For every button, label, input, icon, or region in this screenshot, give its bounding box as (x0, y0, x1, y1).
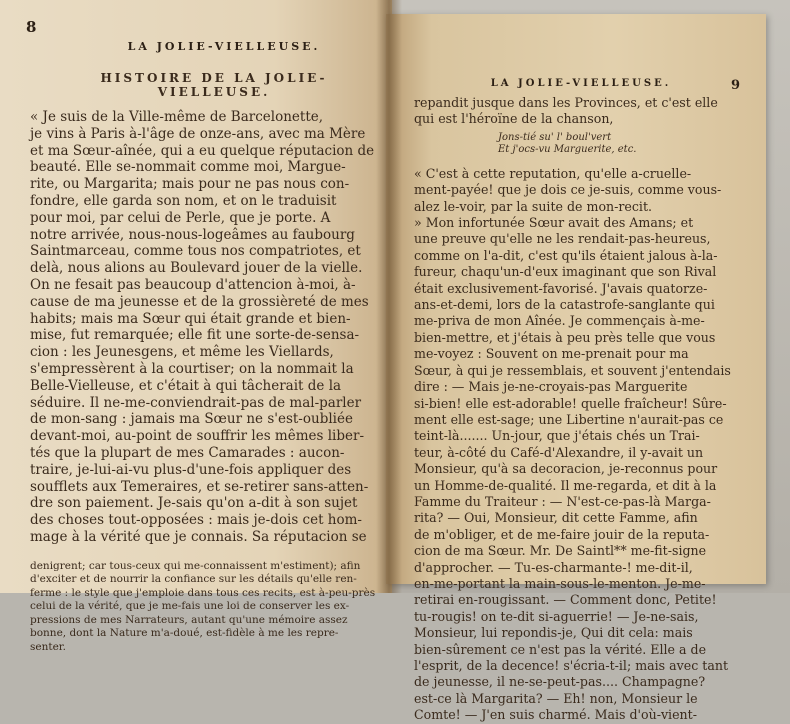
text-line: devant-moi, au-point de souffrir les mêmes liber- (30, 428, 365, 445)
text-line: « Je suis de la Ville-même de Barcelonette, (30, 109, 324, 125)
text-line: notre arrivée, nous-nous-logeâmes au faubourg (30, 226, 355, 243)
text-line: de m'obliger, et de me-faire jouir de la reputa- (414, 526, 710, 542)
text-line: pour moi, par celui de Perle, que je porte. A (30, 209, 331, 226)
text-line: repandit jusque dans les Provinces, et c'est elle (414, 95, 718, 110)
text-line: je vins à Paris à-l'âge de onze-ans, avec ma Mère (30, 125, 366, 142)
footnote-line: pressions de mes Narrateurs, autant qu'une mémoire assez (30, 613, 348, 626)
text-line: Saintmarceau, comme tous nos compatriotes, et (30, 243, 361, 260)
text-line: si-bien! elle est-adorable! quelle fraîcheur! Sûre- (414, 395, 727, 411)
text-line: mage à la vérité que je connais. Sa réputacion se (30, 528, 367, 545)
text-line: bien-sûrement ce n'est pas la vérité. Elle a de (414, 641, 707, 657)
text-line: rite, ou Margarita; mais pour ne pas nous con- (30, 176, 350, 193)
running-head-left: LA JOLIE-VIELLEUSE. (127, 40, 321, 53)
text-line: tu-rougis! on te-dit si-aguerrie! — Je-ne-sais, (414, 608, 699, 624)
text-line: d'approcher. — Tu-es-charmante-! me-dit-il, (414, 559, 693, 575)
verse-line: Et j'ocs-vu Marguerite, etc. (498, 143, 637, 155)
page-number-right: 9 (730, 78, 740, 93)
text-line: ans-et-demi, lors de la catastrofe-sanglante qui (414, 297, 715, 313)
text-line: Comte! — J'en suis charmé. Mais d'où-vient- (414, 707, 697, 723)
text-line: « C'est à cette reputation, qu'elle a-cruelle- (414, 165, 692, 181)
right-body-text (414, 166, 748, 724)
text-line: Sœur, à qui je ressemblais, et souvent j'entendais (414, 362, 731, 378)
text-line: séduire. Il ne-me-conviendrait-pas de mal-parler (30, 394, 362, 411)
text-line: rita? — Oui, Monsieur, dit cette Famme, afin (414, 510, 698, 526)
text-line: tés que la plupart de mes Camarades : aucon- (30, 444, 345, 461)
text-line: de jeunesse, il ne-se-peut-pas.... Champagne? (414, 674, 706, 690)
book-gutter (376, 0, 402, 593)
text-line: habits; mais ma Sœur qui était grande et bien- (30, 310, 351, 327)
text-line: ment elle est-sage; une Libertine n'aurait-pas ce (414, 411, 724, 427)
text-line: comme on l'a-dit, c'est qu'ils étaient jalous à-la- (414, 247, 718, 263)
text-line: fureur, chaqu'un-d'eux imaginant que son Rival (414, 264, 717, 280)
text-line: cause de ma jeunesse et de la grossièreté de mes (30, 293, 369, 310)
text-line: qui est l'héroïne de la chanson, (414, 111, 614, 127)
footnote-line: ferme : le style que j'emploie dans tous ces recits, est à-peu-près (30, 586, 376, 599)
text-line: fondre, elle garda son nom, et on le traduisit (30, 192, 337, 209)
text-line: une preuve qu'elle ne les rendait-pas-heureus, (414, 231, 711, 247)
text-line: retirai en-rougissant. — Comment donc, Petite! (414, 592, 717, 608)
text-line: cion de ma Sœur. Mr. De Saintl** me-fit-signe (414, 543, 707, 559)
page-number-left: 8 (26, 18, 37, 36)
footnote-line: bonne, dont la Nature m'a-doué, est-fidèle à me les repre- (30, 627, 339, 640)
right-page (386, 14, 766, 723)
text-line: des choses tout-opposées : mais je-dois cet hom- (30, 512, 362, 529)
text-line: était exclusivement-favorisé. J'avais quatorze- (414, 280, 708, 296)
text-line: me-priva de mon Aînée. Je commençais à-me- (414, 313, 705, 329)
footnote-line: celui de la vérité, que je me-fais une loi de conserver les ex- (30, 600, 350, 613)
left-page (0, 0, 392, 653)
footnote-line: senter. (30, 640, 67, 653)
chapter-title: HISTOIRE DE LA JOLIE-VIELLEUSE. (100, 71, 328, 99)
text-line: mise, fut remarquée; elle fit une sorte-de-sensa- (30, 327, 360, 344)
text-line: Monsieur, lui repondis-je, Qui dit cela: mais (414, 625, 693, 641)
text-line: s'empressèrent à la courtiser; on la nommait la (30, 360, 354, 377)
text-line: me-voyez : Souvent on me-prenait pour ma (414, 346, 689, 362)
song-verse (414, 132, 748, 156)
text-line: et ma Sœur-aînée, qui a eu quelque réputacion de (30, 142, 375, 159)
text-line: est-ce là Margarita? — Eh! non, Monsieur le (414, 690, 698, 706)
text-line: beauté. Elle se-nommait comme moi, Margue- (30, 159, 346, 176)
text-line: bien-mettre, et j'étais à peu près telle que vous (414, 329, 716, 345)
text-line: dre son paiement. Je-sais qu'on a-dit à son sujet (30, 495, 358, 512)
text-line: soufflets aux Temeraires, et se-retirer sans-atten- (30, 478, 369, 495)
running-head-right: LA JOLIE-VIELLEUSE. (490, 78, 672, 89)
text-line: Monsieur, qu'à sa decoracion, je-reconnus pour (414, 461, 718, 477)
footnote-line: d'exciter et de nourrir la confiance sur les détails qu'elle ren- (30, 573, 357, 586)
left-body-text (30, 109, 378, 546)
text-line: en-me-portant la main-sous-le-menton. Je-me- (414, 575, 706, 591)
text-line: traire, je-lui-ai-vu plus-d'une-fois appliquer des (30, 461, 352, 478)
text-line: cion : les Jeunesgens, et même les Viellards, (30, 344, 334, 361)
text-line: delà, nous alions au Boulevard jouer de la vielle. (30, 260, 363, 277)
footnote-line: denigrent; car tous-ceux qui me-connaissent m'estiment); afin (30, 559, 361, 572)
text-line: l'esprit, de la decence! s'écria-t-il; mais avec tant (414, 658, 729, 673)
text-line: alez le-voir, par la suite de mon-recit. (414, 198, 653, 214)
text-line: teint-là....... Un-jour, que j'étais chés un Trai- (414, 428, 700, 444)
text-line: Famme du Traiteur : — N'est-ce-pas-là Marga- (414, 493, 711, 509)
verse-line: Jons-tié su' l' boul'vert (498, 131, 612, 143)
text-line: teur, à-côté du Café-d'Alexandre, il y-avait un (414, 444, 704, 460)
text-line: Belle-Vielleuse, et c'était à qui tâcherait de la (30, 377, 342, 394)
text-line: » Mon infortunée Sœur avait des Amans; et (414, 215, 694, 231)
footnote-block (30, 560, 378, 655)
text-line: ment-payée! que je dois ce je-suis, comme vous- (414, 182, 722, 198)
text-line: On ne fesait pas beaucoup d'attencion à-moi, à- (30, 276, 356, 293)
text-line: dire : — Mais je-ne-croyais-pas Marguerite (414, 379, 688, 395)
text-line: un Homme-de-qualité. Il me-regarda, et dit à la (414, 477, 717, 493)
text-line: de mon-sang : jamais ma Sœur ne s'est-oubliée (30, 411, 353, 428)
